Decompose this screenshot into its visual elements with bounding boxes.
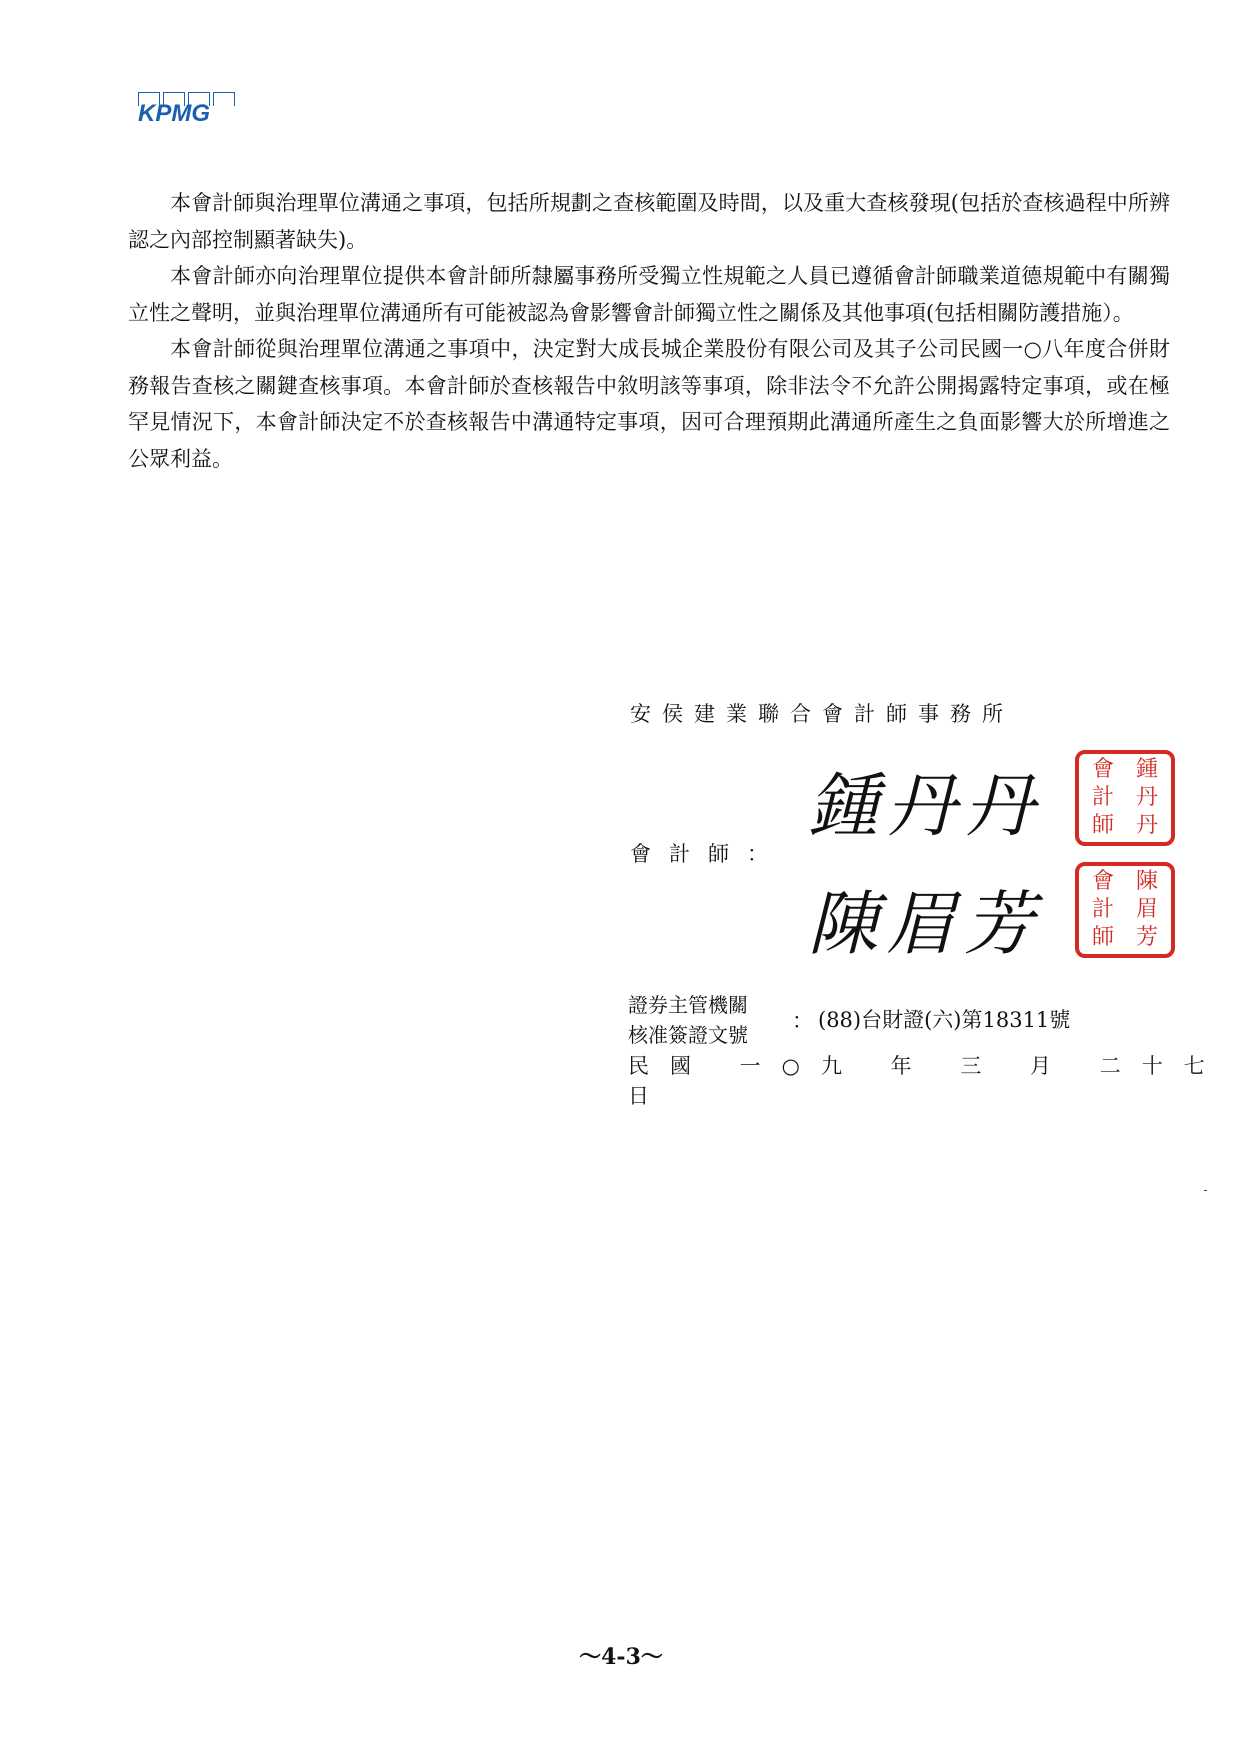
- cpa-label: 會計師：: [630, 842, 786, 866]
- firm-name: 安侯建業聯合會計師事務所: [630, 702, 1014, 726]
- approval-label-line-2: 核准簽證文號: [628, 1023, 748, 1047]
- report-date: 民國 一○九 年 三 月 二十七 日: [628, 1054, 1226, 1108]
- approval-label: [628, 990, 748, 1050]
- signature-1: 鍾丹丹: [808, 765, 1042, 847]
- seal-2: 會 陳 計 眉 師 芳: [1075, 862, 1175, 958]
- paragraph-2: 本會計師亦向治理單位提供本會計師所隸屬事務所受獨立性規範之人員已遵循會計師職業道德規範中有關獨立性之聲明，並與治理單位溝通所有可能被認為會影響會計師獨立性之關係及其他事項(包括相關防護措施）。: [128, 264, 1170, 325]
- page-number: ～4-3～: [579, 1644, 663, 1670]
- approval-colon: ：: [792, 1009, 813, 1033]
- seal-1: 會 鍾 計 丹 師 丹: [1075, 750, 1175, 846]
- kpmg-logo: [138, 92, 244, 138]
- approval-number: (88)台財證(六)第18311號: [818, 1008, 1071, 1032]
- signature-2: 陳眉芳: [808, 883, 1042, 965]
- scan-speck: [1204, 1190, 1207, 1191]
- logo-text: KPMG: [138, 100, 210, 127]
- approval-label-line-1: 證券主管機關: [628, 993, 748, 1017]
- paragraph-3: 本會計師從與治理單位溝通之事項中，決定對大成長城企業股份有限公司及其子公司民國一○八年度合併財務報告查核之關鍵查核事項。本會計師於查核報告中敘明該等事項，除非法令不允許公開揭露特定事項，或在極罕見情況下，本會計師決定不於查核報告中溝通特定事項，因可合理預期此溝通所產生之負面影響大於所增進之公眾利益。: [128, 337, 1170, 471]
- report-body: [128, 185, 1170, 477]
- paragraph-1: 本會計師與治理單位溝通之事項，包括所規劃之查核範圍及時間，以及重大查核發現(包括於查核過程中所辨認之內部控制顯著缺失)。: [128, 191, 1170, 252]
